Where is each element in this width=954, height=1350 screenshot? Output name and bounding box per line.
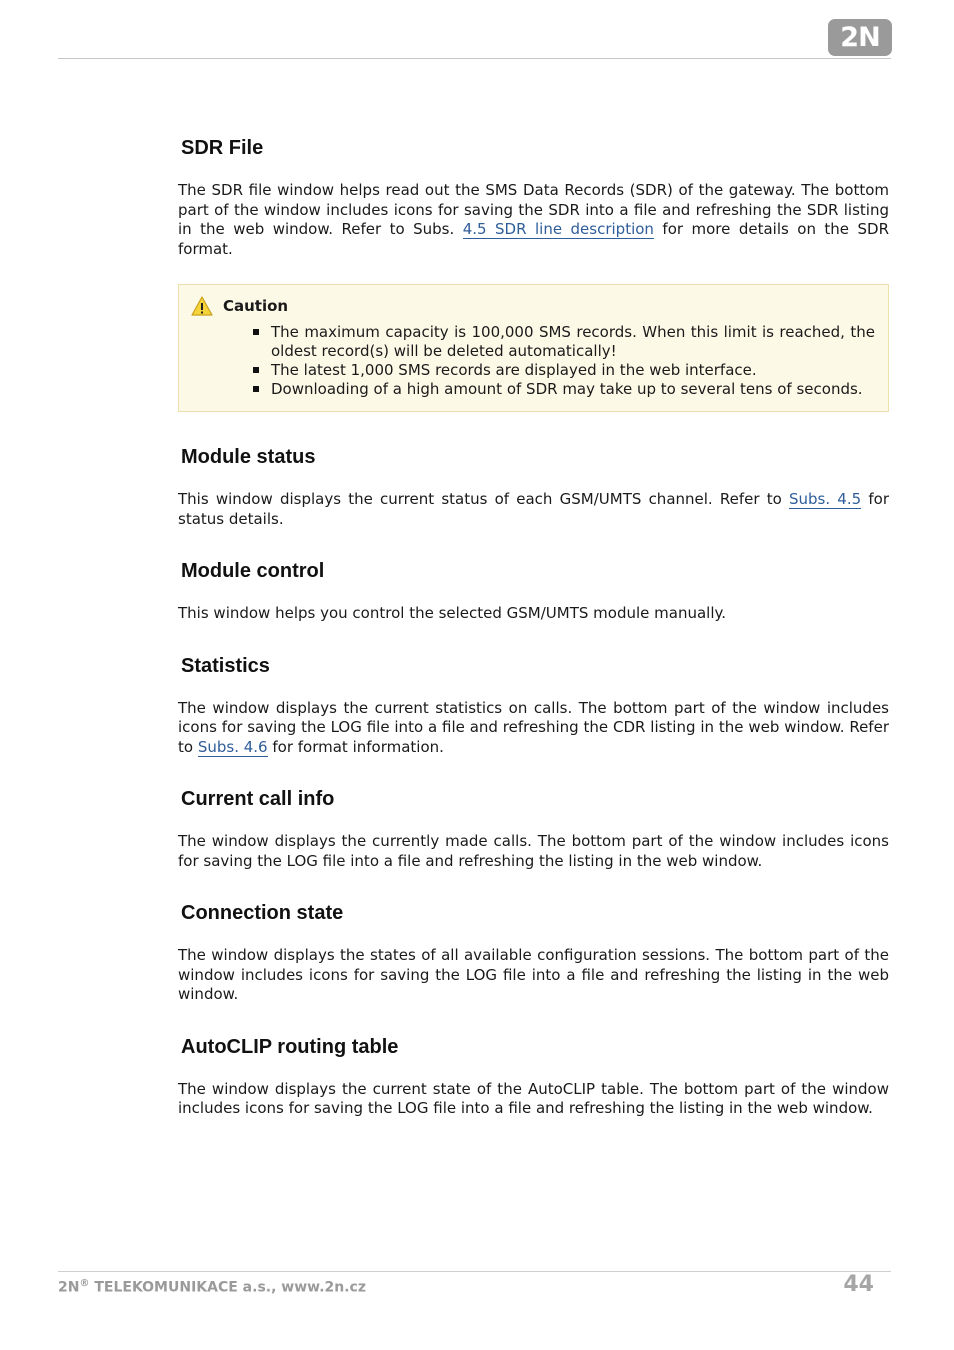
section-text-sdr-file: The SDR file window helps read out the SMS Data Records (SDR) of the gateway. The bottom part of the window includes icons for saving the SDR into a file and refreshing the SDR listing in the web window. Refer to Subs. 4.5 SDR line description for more details on the SDR format. [178,181,889,258]
section-title-current-call-info: Current call info [181,788,335,810]
section-title-sdr-file: SDR File [181,137,264,159]
section-title-autoclip-routing-table: AutoCLIP routing table [181,1035,399,1058]
company-logo: 2N [828,19,892,56]
link-sdr-line-description[interactable]: 4.5 SDR line description [462,220,654,238]
section-text-connection-state: The window displays the states of all available configuration sessions. The bottom part of the window includes icons for saving the LOG file into a file and refreshing the listing in the web window. [178,946,889,1003]
caution-item: Downloading of a high amount of SDR may take up to several tens of seconds. [253,380,875,399]
section-title-module-control: Module control [181,560,325,582]
section-text-module-status: This window displays the current status of each GSM/UMTS channel. Refer to Subs. 4.5 for status details. [178,490,889,528]
bullet-icon [253,367,259,373]
link-subs-4-5[interactable]: Subs. 4.5 [788,490,862,508]
warning-icon [191,295,213,317]
page-content [178,133,889,1146]
caution-title: Caution [223,297,289,315]
section-text-statistics: The window displays the current statistics on calls. The bottom part of the window includes icons for saving the LOG file into a file and refreshing the CDR listing in the web window. Refer to Subs. 4.6 for format information. [178,698,889,756]
caution-item: The maximum capacity is 100,000 SMS records. When this limit is reached, the oldest record(s) will be deleted automatically! [253,323,875,361]
section-title-module-status: Module status [181,446,316,468]
caution-item: The latest 1,000 SMS records are displayed in the web interface. [253,361,875,380]
section-text-module-control: This window helps you control the selected GSM/UMTS module manually. [178,604,727,622]
section-title-connection-state: Connection state [181,902,344,924]
footer-company: 2N® TELEKOMUNIKACE a.s., www.2n.cz [58,1278,366,1296]
bullet-icon [253,329,259,335]
link-subs-4-6[interactable]: Subs. 4.6 [197,737,268,756]
bullet-icon [253,386,259,392]
caution-header [191,295,875,317]
section-title-statistics: Statistics [181,654,270,677]
page-number: 44 [843,1272,874,1297]
footer-divider [58,1271,891,1272]
header-divider [58,58,891,59]
caution-list [191,323,875,399]
caution-box [178,284,889,412]
section-text-current-call-info: The window displays the currently made calls. The bottom part of the window includes icons for saving the LOG file into a file and refreshing the listing in the web window. [178,832,889,870]
section-text-autoclip-routing-table: The window displays the current state of the AutoCLIP table. The bottom part of the window includes icons for saving the LOG file into a file and refreshing the listing in the web window. [178,1079,889,1117]
